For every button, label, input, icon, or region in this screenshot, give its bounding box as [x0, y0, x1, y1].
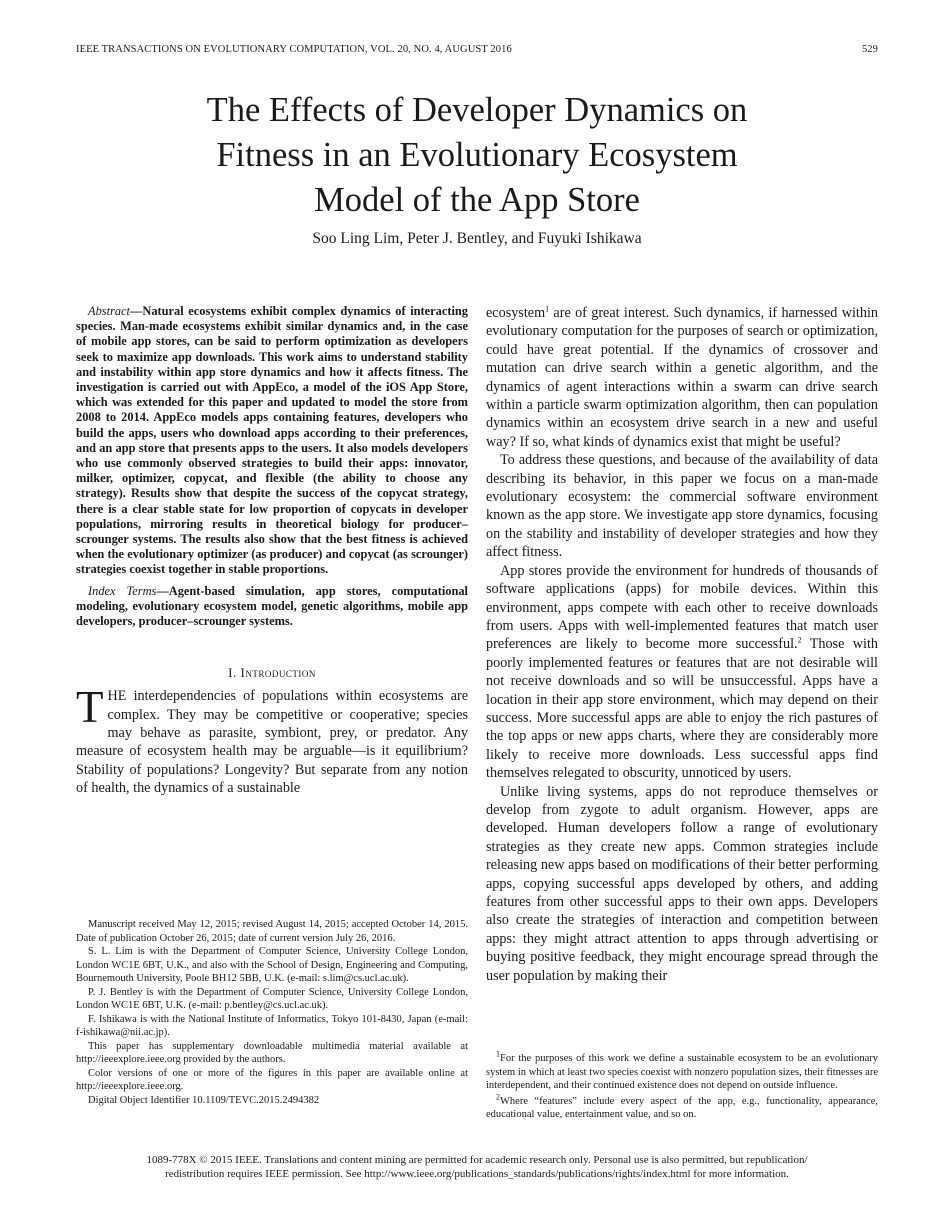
abstract-label: Abstract — [88, 304, 130, 318]
section-heading-introduction: I. Introduction — [228, 665, 316, 681]
page-number: 529 — [861, 44, 878, 55]
footnote-manuscript: Manuscript received May 12, 2015; revised August 14, 2015; accepted October 14, 2015. Date of publication October 26, 2015; date of current version July 26, 2016. — [76, 919, 468, 944]
intro-paragraph-text: HE interdependencies of populations within ecosystems are complex. They may be competitive or cooperative; species may behave as parasite, symbiont, prey, or predator. Any measure of ecosystem health may be arguable—is it equilibrium? Stability of populations? Longevity? But separate from any notion of health, the dynamics of a sustainable — [76, 688, 468, 797]
abstract — [76, 304, 468, 578]
page-footnotes — [486, 1049, 878, 1124]
journal-name: IEEE TRANSACTIONS ON EVOLUTIONARY COMPUTATION, VOL. 20, NO. 4, AUGUST 2016 — [76, 44, 512, 55]
body-paragraph: Unlike living systems, apps do not reproduce themselves or develop from zygote to adult organism. However, apps are developed. Human developers follow a range of evolutionary strategies as they create new apps. Common strategies include releasing new apps based on modifications of their better performing apps, copying successful apps developed by others, and adding features from other successful apps to their own apps. Developers also create the strategies of interaction and competition between apps: they might attract attention to apps through advertising or buying positive feedback, they might encourage spread through the user population by making their — [486, 783, 878, 984]
title-line: Fitness in an Evolutionary Ecosystem — [216, 136, 738, 174]
running-head — [76, 44, 878, 55]
footnote — [486, 1049, 878, 1093]
dropcap-letter: T — [76, 682, 104, 733]
footnote-ref: 2 — [797, 635, 802, 645]
author-list: Soo Ling Lim, Peter J. Bentley, and Fuyuki Ishikawa — [312, 230, 642, 247]
index-terms — [76, 584, 468, 630]
footnote — [486, 1092, 878, 1122]
index-terms-label: Index Terms — [88, 583, 157, 598]
paragraph-text: are of great interest. Such dynamics, if harnessed within evolutionary computation for the purposes of search or optimization, could have great potential. If the dynamics of crossover and mutation can drive search within a genetic algorithm, and the dynamics of agent interactions within a swarm can drive search within a particle swarm optimization algorithm, then can population dynamics within an ecosystem drive search in a new and useful way? If so, what kinds of dynamics exist that might be useful? — [486, 305, 878, 450]
right-column — [486, 304, 878, 985]
footnote-text: Where “features” include every aspect of the app, e.g., functionality, appearance, educational value, entertainment value, and so on. — [486, 1095, 878, 1120]
title-line: Model of the App Store — [314, 181, 640, 219]
footnote-mark: 1 — [496, 1049, 500, 1059]
index-terms-text: —Agent-based simulation, app stores, computational modeling, evolutionary ecosystem model, genetic algorithms, mobile app developers, producer–scrounger systems. — [76, 583, 468, 629]
intro-paragraph — [76, 682, 468, 797]
footnote-color-versions: Color versions of one or more of the figures in this paper are available online at http://ieeexplore.ieee.org. — [76, 1067, 468, 1092]
title-line: The Effects of Developer Dynamics on — [206, 91, 748, 129]
footnote-text: For the purposes of this work we define a sustainable ecosystem to be an evolutionary system in which at least two species coexist with nonzero population sizes, their fitnesses are interdependent, and their continued existence does not depend on outside influence. — [486, 1053, 878, 1091]
body-paragraph — [486, 304, 878, 451]
body-paragraph — [486, 562, 878, 783]
paragraph-text: App stores provide the environment for hundreds of thousands of software applications (apps) for mobile devices. Within this environment, apps compete with each other to receive downloads from users. Apps with well-implemented features that match user preferences are likely to become more successful. — [486, 562, 878, 653]
footnote-ref: 1 — [545, 304, 550, 314]
footnote-author-lim: S. L. Lim is with the Department of Computer Science, University College London, London WC1E 6BT, U.K., and also with the School of Design, Engineering and Computing, Bournemouth University, Poole BH12 5BB, U.K. (e-mail: s.lim@cs.ucl.ac.uk). — [76, 946, 468, 984]
paragraph-text: ecosystem — [486, 305, 546, 321]
copyright-line: 1089-778X © 2015 IEEE. Translations and content mining are permitted for academic research only. Personal use is also permitted, but republication/ — [146, 1154, 808, 1166]
left-column — [76, 304, 468, 798]
copyright-line: redistribution requires IEEE permission. See http://www.ieee.org/publications_standards/publications/rights/index.html for more information. — [165, 1168, 789, 1180]
body-paragraph: To address these questions, and because of the availability of data describing its behavior, in this paper we focus on a man-made evolutionary ecosystem: the commercial software environment known as the app store. We investigate app store dynamics, focusing on the stability and instability of developer strategies and how they affect fitness. — [486, 452, 878, 561]
footnote-author-ishikawa: F. Ishikawa is with the National Institute of Informatics, Tokyo 101-8430, Japan (e-mail: f-ishikawa@nii.ac.jp). — [76, 1013, 468, 1038]
paragraph-text: Those with poorly implemented features or features that are not desirable will not receive downloads and so will be unsuccessful. Apps have a location in their app store environment, which may depend on their success. More successful apps are able to enjoy the rich pastures of the top apps or new apps charts, where they are considerably more likely to receive more downloads. Less successful apps find themselves relegated to obscurity, unnoticed by users. — [486, 636, 879, 782]
paper-title — [76, 88, 878, 223]
manuscript-footnotes — [76, 918, 468, 1107]
abstract-text: —Natural ecosystems exhibit complex dynamics of interacting species. Man-made ecosystems exhibit similar dynamics and, in the case of mobile app stores, can be said to perform optimization as developers seek to maximize app downloads. This work aims to understand stability and instability within app store dynamics and how it affects fitness. The investigation is carried out with AppEco, a model of the iOS App Store, which was extended for this paper and updated to model the store from 2008 to 2014. AppEco models apps containing features, developers who build the apps, users who download apps according to their preferences, and an app store that presents apps to the users. It also models developers who use commonly observed strategies to build their apps: innovator, milker, optimizer, copycat, and flexible (the ability to choose any strategy). Results show that despite the success of the copycat strategy, there is a clear stable state for low proportion of copycats in developer populations, mirroring results in theoretical biology for producer–scrounger systems. The results also show that the best fitness is achieved when the evolutionary optimizer (as producer) and copycat (as scrounger) strategies coexist together in stable proportions. — [76, 304, 468, 577]
footnote-supplementary: This paper has supplementary downloadable multimedia material available at http://ieeexplore.ieee.org provided by the authors. — [76, 1040, 468, 1065]
copyright-footer — [76, 1153, 878, 1181]
footnote-doi: Digital Object Identifier 10.1109/TEVC.2015.2494382 — [88, 1094, 320, 1106]
footnote-mark: 2 — [496, 1092, 500, 1101]
footnote-author-bentley: P. J. Bentley is with the Department of Computer Science, University College London, London WC1E 6BT, U.K. (e-mail: p.bentley@cs.ucl.ac.uk). — [76, 986, 468, 1011]
